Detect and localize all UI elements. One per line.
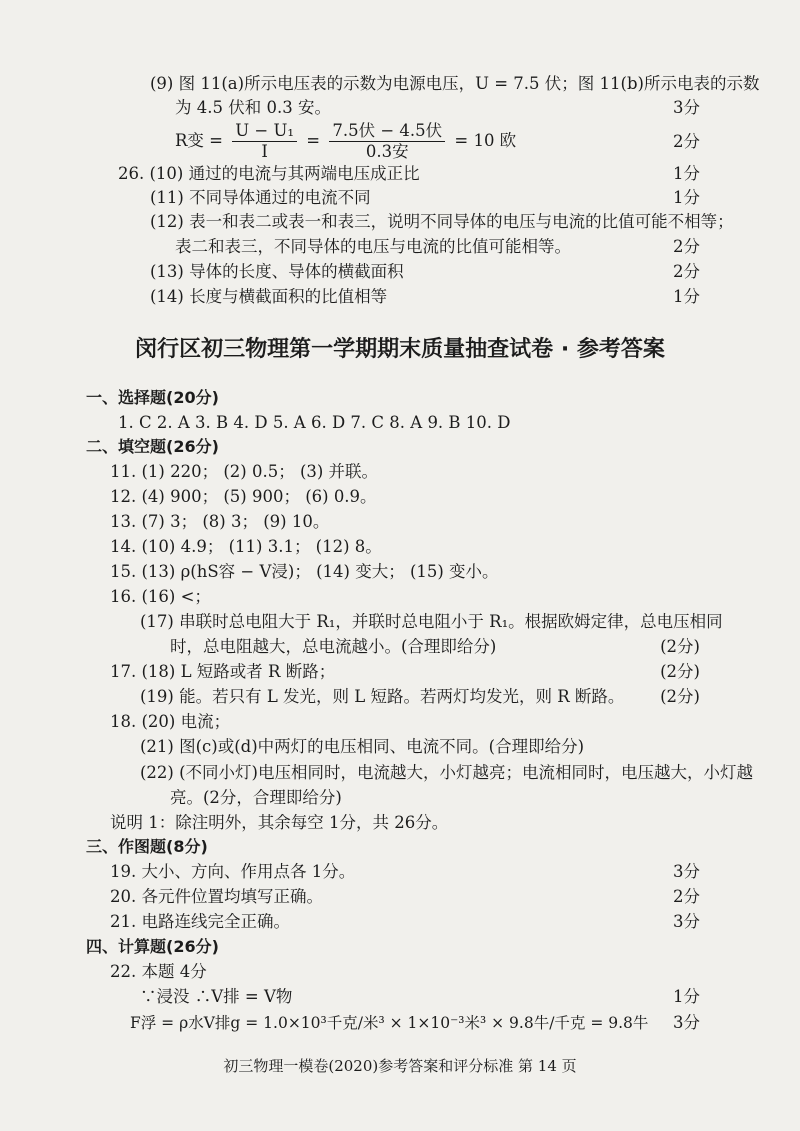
- answer-9-line-2: 为 4.5 伏和 0.3 安。: [175, 98, 331, 117]
- score-calc-22-step-2: 3分: [673, 1013, 700, 1032]
- page-title: 闵行区初三物理第一学期期末质量抽查试卷 · 参考答案: [135, 337, 665, 362]
- choice-answers: 1. C 2. A 3. B 4. D 5. A 6. D 7. C 8. A 9. B 10. D: [118, 413, 511, 432]
- fraction-numeric: [329, 121, 445, 162]
- answer-14: (14) 长度与横截面积的比值相等: [150, 287, 388, 306]
- fraction-2-numerator: 7.5伏 − 4.5伏: [329, 121, 445, 142]
- fill-answer-19: (19) 能。若只有 L 发光，则 L 短路。若两灯均发光，则 R 断路。: [140, 687, 625, 706]
- score-13: 2分: [673, 262, 700, 281]
- page-footer: 初三物理一模卷(2020)参考答案和评分标准 第 14 页: [223, 1057, 577, 1075]
- score-14: 1分: [673, 287, 700, 306]
- section-drawing-heading: 三、作图题(8分): [86, 837, 208, 856]
- drawing-answer-21: 21. 电路连线完全正确。: [110, 912, 290, 931]
- calc-answer-22-step-2: F浮 = ρ水V排g = 1.0×10³千克/米³ × 1×10⁻³米³ × 9.8牛/千克 = 9.8牛: [130, 1014, 649, 1032]
- calc-answer-22-step-1: ∵浸没 ∴V排 = V物: [140, 987, 293, 1006]
- fill-answer-14: 14. (10) 4.9； (11) 3.1； (12) 8。: [110, 537, 382, 556]
- answer-11: (11) 不同导体通过的电流不同: [150, 188, 371, 207]
- fill-answer-12: 12. (4) 900； (5) 900； (6) 0.9。: [110, 487, 377, 506]
- fraction-1-numerator: U − U₁: [232, 121, 297, 142]
- fill-answer-20: 18. (20) 电流；: [110, 712, 231, 731]
- formula-result: = 10 欧: [454, 131, 517, 150]
- fill-answer-15: 15. (13) ρ(hS容 − V浸)； (14) 变大； (15) 变小。: [110, 562, 499, 581]
- score-11: 1分: [673, 188, 700, 207]
- score-18: (2分): [660, 662, 700, 681]
- answer-13: (13) 导体的长度、导体的横截面积: [150, 262, 404, 281]
- fill-answer-17-line-2: 时，总电阻越大，总电流越小。(合理即给分): [170, 637, 497, 656]
- score-26-10: 1分: [673, 164, 700, 183]
- formula-equals: =: [306, 131, 321, 150]
- fill-answer-21: (21) 图(c)或(d)中两灯的电压相同、电流不同。(合理即给分): [140, 737, 585, 756]
- fraction-symbolic: [232, 121, 297, 162]
- score-9: 3分: [673, 98, 700, 117]
- score-calc-22-step-1: 1分: [673, 987, 700, 1006]
- score-19: (2分): [660, 687, 700, 706]
- section-calc-heading: 四、计算题(26分): [86, 937, 219, 956]
- score-drawing-20: 2分: [673, 887, 700, 906]
- drawing-answer-20: 20. 各元件位置均填写正确。: [110, 887, 323, 906]
- answer-12-line-1: (12) 表一和表二或表一和表三，说明不同导体的电压与电流的比值可能不相等；: [150, 212, 734, 231]
- formula-resistance: [175, 120, 516, 164]
- formula-lhs: R变 =: [175, 131, 223, 150]
- score-drawing-21: 3分: [673, 912, 700, 931]
- fill-answer-22-line-2: 亮。(2分，合理即给分): [170, 788, 342, 807]
- section-fill-heading: 二、填空题(26分): [86, 437, 219, 456]
- fraction-1-denominator: I: [261, 142, 268, 161]
- fill-note: 说明 1：除注明外，其余每空 1分，共 26分。: [110, 813, 449, 832]
- answer-12-line-2: 表二和表三，不同导体的电压与电流的比值可能相等。: [175, 237, 571, 256]
- fill-answer-17-line-1: (17) 串联时总电阻大于 R₁，并联时总电阻小于 R₁。根据欧姆定律，总电压相同: [140, 612, 723, 631]
- calc-answer-22-header: 22. 本题 4分: [110, 962, 207, 981]
- fill-answer-13: 13. (7) 3； (8) 3； (9) 10。: [110, 512, 330, 531]
- answer-26-10: 26. (10) 通过的电流与其两端电压成正比: [118, 164, 420, 183]
- fill-answer-16: 16. (16) <；: [110, 587, 211, 606]
- answer-9-line-1: (9) 图 11(a)所示电压表的示数为电源电压，U = 7.5 伏；图 11(b)所示电表的示数: [150, 74, 760, 93]
- score-formula: 2分: [673, 132, 700, 151]
- fraction-2-denominator: 0.3安: [365, 142, 409, 161]
- score-12: 2分: [673, 237, 700, 256]
- score-drawing-19: 3分: [673, 862, 700, 881]
- drawing-answer-19: 19. 大小、方向、作用点各 1分。: [110, 862, 356, 881]
- section-choice-heading: 一、选择题(20分): [86, 388, 219, 407]
- score-17: (2分): [660, 637, 700, 656]
- fill-answer-11: 11. (1) 220； (2) 0.5； (3) 并联。: [110, 462, 379, 481]
- fill-answer-18: 17. (18) L 短路或者 R 断路；: [110, 662, 336, 681]
- fill-answer-22-line-1: (22) (不同小灯)电压相同时，电流越大，小灯越亮；电流相同时，电压越大，小灯越: [140, 763, 753, 782]
